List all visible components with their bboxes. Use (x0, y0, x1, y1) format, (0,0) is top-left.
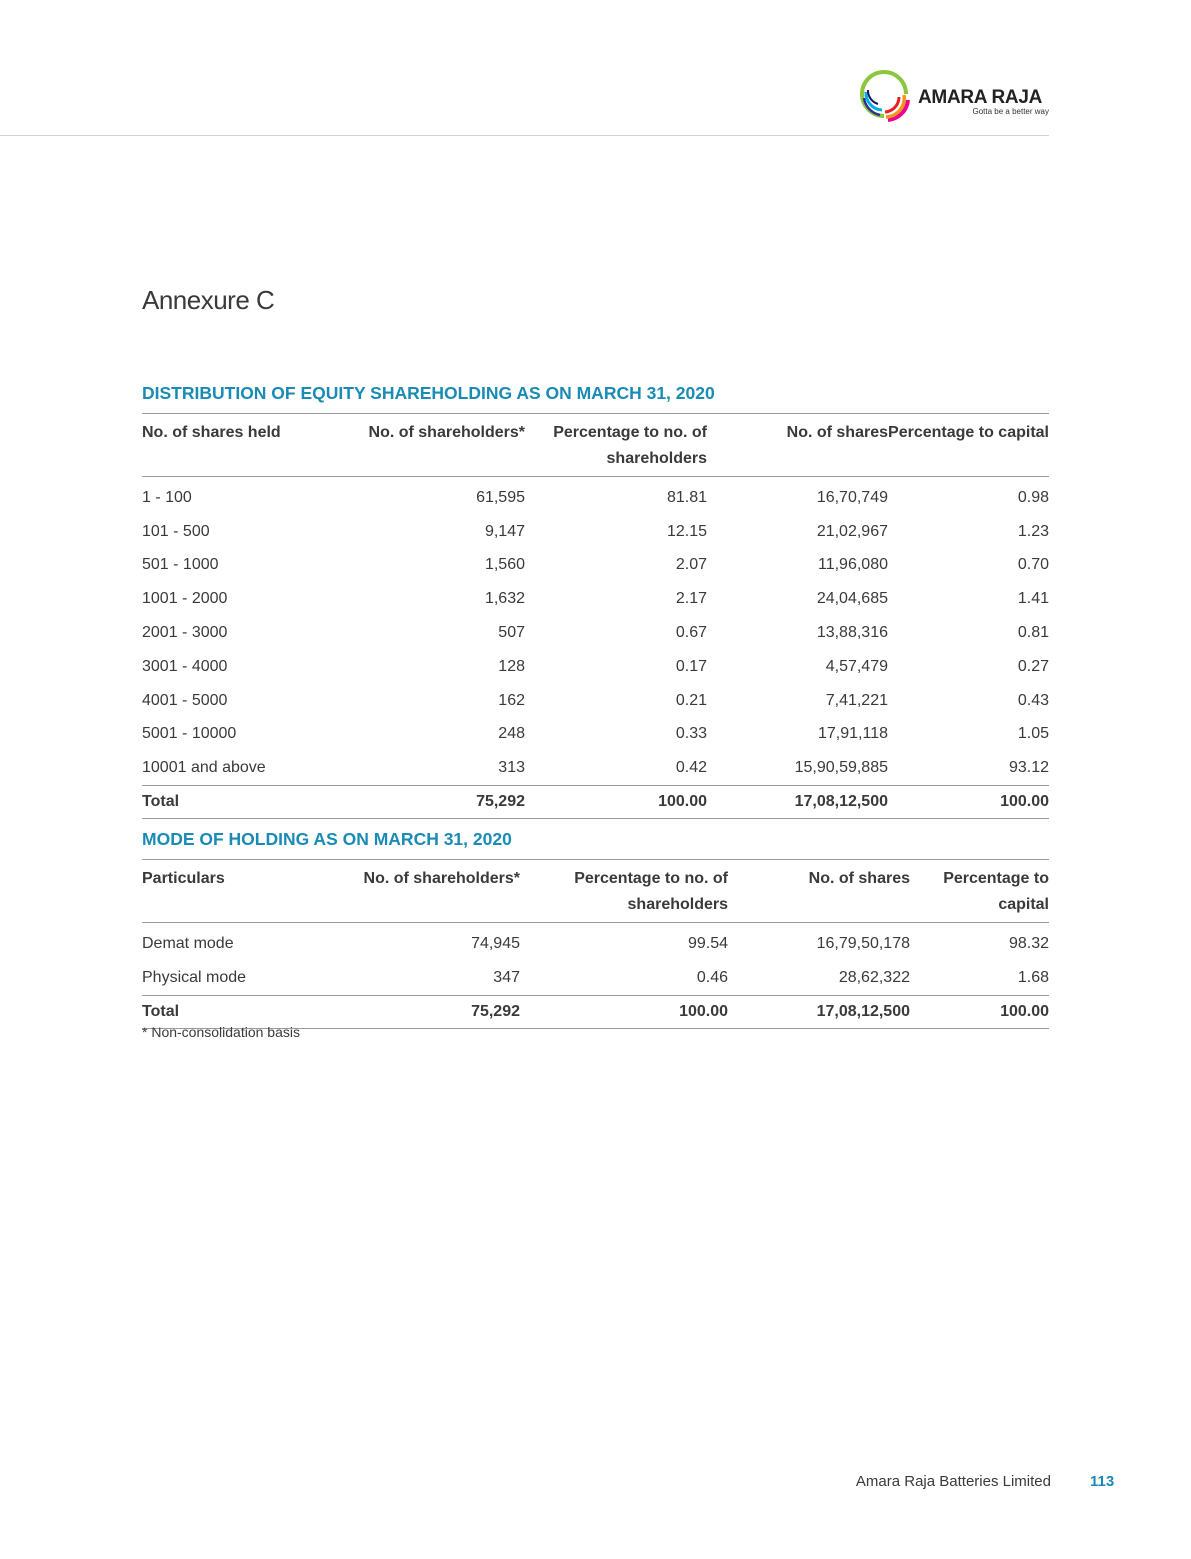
brand-name: AMARA RAJA (918, 87, 1043, 108)
table-cell: Demat mode (142, 934, 234, 952)
table-cell: 0.81 (1017, 624, 1049, 642)
table-cell: 98.32 (1008, 934, 1049, 952)
table-row (142, 549, 1049, 583)
mode-table (142, 859, 1049, 1029)
company-logo (858, 70, 1053, 124)
table-cell: 17,08,12,500 (794, 793, 888, 811)
column-header: No. of shares (786, 424, 888, 441)
table-cell: 4001 - 5000 (142, 691, 228, 709)
table-row (142, 751, 1049, 785)
column-header: No. of shares (808, 870, 910, 887)
total-row (142, 786, 1049, 819)
table-cell: 3001 - 4000 (142, 657, 228, 675)
table-cell: 1,560 (484, 556, 525, 574)
table-row (142, 961, 1049, 995)
column-header: Percentage to capital (888, 424, 1049, 441)
table-cell: 1.23 (1017, 522, 1049, 540)
table-cell: 81.81 (666, 488, 707, 506)
table-cell: 0.33 (675, 725, 707, 743)
table-cell: 99.54 (687, 934, 728, 952)
table-cell: 2001 - 3000 (142, 624, 228, 642)
table-cell: 100.00 (1000, 1002, 1049, 1020)
table-cell: 100.00 (679, 1002, 728, 1020)
table-cell: 101 - 500 (142, 522, 210, 540)
table-cell: Physical mode (142, 968, 247, 986)
table-cell: 0.46 (696, 968, 728, 986)
table-row (142, 477, 1049, 515)
table-cell: 61,595 (476, 488, 525, 506)
table-cell: Total (142, 793, 180, 811)
table-row (142, 582, 1049, 616)
distribution-heading: DISTRIBUTION OF EQUITY SHAREHOLDING AS ON MARCH 31, 2020 (142, 383, 715, 403)
table-cell: 1,632 (484, 590, 525, 608)
column-header: No. of shares held (142, 424, 281, 441)
table-cell: 13,88,316 (816, 624, 888, 642)
brand-tagline: Gotta be a better way (972, 107, 1049, 116)
table-cell: 17,08,12,500 (816, 1002, 910, 1020)
table-cell: 4,57,479 (825, 657, 888, 675)
table-row (142, 923, 1049, 961)
table-cell: 0.21 (675, 691, 707, 709)
table-cell: 75,292 (471, 1002, 520, 1020)
table-cell: 5001 - 10000 (142, 725, 237, 743)
footer-company-name: Amara Raja Batteries Limited (855, 1473, 1051, 1490)
table-cell: 1.41 (1017, 590, 1049, 608)
table-cell: 100.00 (1000, 793, 1049, 811)
table-header-row (142, 414, 1049, 477)
table-cell: 0.67 (675, 624, 707, 642)
table-row (142, 650, 1049, 684)
table-cell: 347 (493, 968, 520, 986)
table-row (142, 616, 1049, 650)
page-number: 113 (1090, 1473, 1115, 1490)
table-cell: 15,90,59,885 (794, 759, 888, 777)
table-cell: 1.68 (1017, 968, 1049, 986)
table-cell: 10001 and above (142, 759, 266, 777)
column-header: Percentage to no. of shareholders (574, 870, 728, 913)
table-cell: Total (142, 1002, 180, 1020)
column-header: Percentage to capital (943, 870, 1049, 913)
table-cell: 74,945 (471, 934, 520, 952)
table-cell: 0.43 (1017, 691, 1049, 709)
table-cell: 507 (498, 624, 525, 642)
column-header: Percentage to no. of shareholders (553, 424, 707, 467)
table-cell: 0.98 (1017, 488, 1049, 506)
table-cell: 21,02,967 (816, 522, 888, 540)
table-cell: 7,41,221 (825, 691, 888, 709)
table-cell: 93.12 (1008, 759, 1049, 777)
column-header: Particulars (142, 870, 225, 887)
table-row (142, 515, 1049, 549)
table-cell: 17,91,118 (818, 725, 888, 743)
table-cell: 2.07 (675, 556, 707, 574)
table-cell: 162 (498, 691, 525, 709)
table-row (142, 718, 1049, 752)
table-cell: 24,04,685 (816, 590, 888, 608)
table-cell: 0.27 (1017, 657, 1049, 675)
logo-swirl-icon (858, 70, 914, 124)
column-header: No. of shareholders* (368, 424, 525, 441)
table-row (142, 684, 1049, 718)
table-cell: 313 (498, 759, 525, 777)
table-cell: 2.17 (675, 590, 707, 608)
table-cell: 248 (498, 725, 525, 743)
table-cell: 9,147 (484, 522, 525, 540)
table-cell: 75,292 (476, 793, 525, 811)
table-header-row (142, 860, 1049, 923)
header-divider (0, 135, 1049, 136)
table-cell: 1001 - 2000 (142, 590, 228, 608)
table-cell: 12.15 (666, 522, 707, 540)
footnote: * Non-consolidation basis (142, 1024, 300, 1040)
mode-heading: MODE OF HOLDING AS ON MARCH 31, 2020 (142, 829, 512, 849)
table-cell: 0.17 (675, 657, 707, 675)
table-cell: 0.70 (1017, 556, 1049, 574)
table-cell: 1 - 100 (142, 488, 192, 506)
table-cell: 100.00 (658, 793, 707, 811)
table-cell: 0.42 (675, 759, 707, 777)
table-cell: 11,96,080 (818, 556, 888, 574)
table-cell: 128 (498, 657, 525, 675)
table-cell: 1.05 (1017, 725, 1049, 743)
table-cell: 28,62,322 (838, 968, 910, 986)
table-cell: 16,70,749 (816, 488, 888, 506)
table-cell: 501 - 1000 (142, 556, 219, 574)
page-title: Annexure C (142, 285, 275, 315)
table-cell: 16,79,50,178 (816, 934, 910, 952)
distribution-table (142, 413, 1049, 819)
column-header: No. of shareholders* (363, 870, 520, 887)
